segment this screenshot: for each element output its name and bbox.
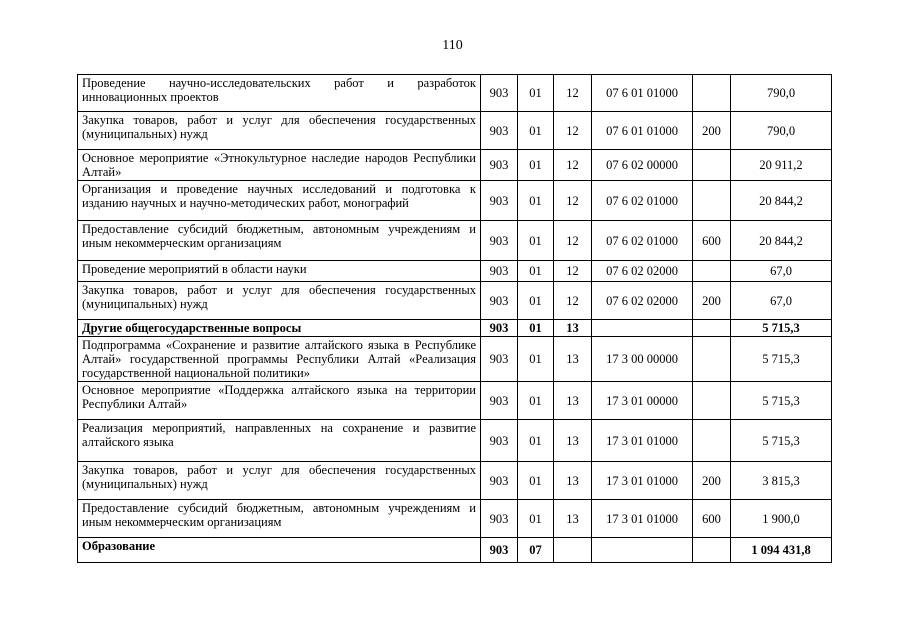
section-code: 01 (518, 261, 554, 282)
amount: 5 715,3 (731, 420, 832, 462)
table-row (78, 538, 832, 563)
expense-type-code (693, 538, 731, 563)
page-number: 110 (442, 38, 463, 53)
amount: 3 815,3 (731, 462, 832, 500)
section-code: 01 (518, 282, 554, 320)
target-article-code (592, 538, 693, 563)
row-description: Проведение мероприятий в области науки (78, 261, 481, 282)
row-description: Другие общегосударственные вопросы (78, 320, 481, 337)
section-code: 01 (518, 420, 554, 462)
table-row (78, 462, 832, 500)
amount: 5 715,3 (731, 382, 832, 420)
subsection-code: 13 (554, 320, 592, 337)
subsection-code: 13 (554, 337, 592, 382)
target-article-code: 17 3 00 00000 (592, 337, 693, 382)
ministry-code: 903 (481, 320, 518, 337)
expense-type-code (693, 337, 731, 382)
expense-type-code: 600 (693, 221, 731, 261)
subsection-code: 13 (554, 462, 592, 500)
table-row (78, 221, 832, 261)
section-code: 01 (518, 500, 554, 538)
ministry-code: 903 (481, 221, 518, 261)
ministry-code: 903 (481, 261, 518, 282)
target-article-code: 07 6 02 00000 (592, 150, 693, 181)
table-row (78, 420, 832, 462)
subsection-code: 13 (554, 420, 592, 462)
amount: 5 715,3 (731, 320, 832, 337)
section-code: 01 (518, 462, 554, 500)
ministry-code: 903 (481, 462, 518, 500)
row-description: Организация и проведение научных исследований и подготовка к изданию научных и научно-методических работ, монографий (78, 181, 481, 221)
ministry-code: 903 (481, 500, 518, 538)
table-row (78, 75, 832, 112)
target-article-code (592, 320, 693, 337)
amount: 20 844,2 (731, 181, 832, 221)
section-code: 01 (518, 181, 554, 221)
expense-type-code (693, 320, 731, 337)
expense-type-code: 200 (693, 462, 731, 500)
table-row (78, 112, 832, 150)
subsection-code: 12 (554, 75, 592, 112)
ministry-code: 903 (481, 337, 518, 382)
table-row (78, 320, 832, 337)
row-description: Подпрограмма «Сохранение и развитие алтайского языка в Республике Алтай» государственной программы Республики Алтай «Реализация государственной национальной политики» (78, 337, 481, 382)
expense-type-code (693, 420, 731, 462)
target-article-code: 17 3 01 01000 (592, 462, 693, 500)
expense-type-code (693, 181, 731, 221)
target-article-code: 17 3 01 01000 (592, 420, 693, 462)
expense-type-code (693, 75, 731, 112)
ministry-code: 903 (481, 112, 518, 150)
amount: 67,0 (731, 282, 832, 320)
expense-type-code: 200 (693, 282, 731, 320)
ministry-code: 903 (481, 75, 518, 112)
section-code: 01 (518, 320, 554, 337)
section-code: 07 (518, 538, 554, 563)
table-row (78, 337, 832, 382)
table-row (78, 181, 832, 221)
amount: 790,0 (731, 112, 832, 150)
ministry-code: 903 (481, 420, 518, 462)
section-code: 01 (518, 337, 554, 382)
subsection-code: 12 (554, 112, 592, 150)
row-description: Основное мероприятие «Поддержка алтайского языка на территории Республики Алтай» (78, 382, 481, 420)
row-description: Закупка товаров, работ и услуг для обеспечения государственных (муниципальных) нужд (78, 112, 481, 150)
row-description: Предоставление субсидий бюджетным, автономным учреждениям и иным некоммерческим организациям (78, 500, 481, 538)
table-row (78, 150, 832, 181)
section-code: 01 (518, 382, 554, 420)
expense-type-code (693, 150, 731, 181)
section-code: 01 (518, 221, 554, 261)
amount: 790,0 (731, 75, 832, 112)
table-row (78, 382, 832, 420)
expense-type-code (693, 261, 731, 282)
ministry-code: 903 (481, 181, 518, 221)
amount: 20 911,2 (731, 150, 832, 181)
subsection-code: 12 (554, 181, 592, 221)
expense-type-code (693, 382, 731, 420)
row-description: Образование (78, 538, 481, 563)
expense-type-code: 600 (693, 500, 731, 538)
amount: 67,0 (731, 261, 832, 282)
expense-type-code: 200 (693, 112, 731, 150)
row-description: Предоставление субсидий бюджетным, автономным учреждениям и иным некоммерческим организациям (78, 221, 481, 261)
subsection-code: 12 (554, 261, 592, 282)
amount: 20 844,2 (731, 221, 832, 261)
subsection-code: 12 (554, 221, 592, 261)
section-code: 01 (518, 75, 554, 112)
table-row (78, 500, 832, 538)
row-description: Основное мероприятие «Этнокультурное наследие народов Республики Алтай» (78, 150, 481, 181)
target-article-code: 07 6 02 01000 (592, 181, 693, 221)
target-article-code: 07 6 01 01000 (592, 112, 693, 150)
subsection-code: 12 (554, 150, 592, 181)
subsection-code: 13 (554, 500, 592, 538)
target-article-code: 17 3 01 00000 (592, 382, 693, 420)
ministry-code: 903 (481, 282, 518, 320)
budget-table (77, 74, 832, 563)
row-description: Закупка товаров, работ и услуг для обеспечения государственных (муниципальных) нужд (78, 282, 481, 320)
row-description: Закупка товаров, работ и услуг для обеспечения государственных (муниципальных) нужд (78, 462, 481, 500)
subsection-code: 12 (554, 282, 592, 320)
amount: 5 715,3 (731, 337, 832, 382)
target-article-code: 07 6 01 01000 (592, 75, 693, 112)
target-article-code: 17 3 01 01000 (592, 500, 693, 538)
table-row (78, 282, 832, 320)
amount: 1 900,0 (731, 500, 832, 538)
section-code: 01 (518, 150, 554, 181)
target-article-code: 07 6 02 02000 (592, 282, 693, 320)
row-description: Проведение научно-исследовательских работ и разработок инновационных проектов (78, 75, 481, 112)
section-code: 01 (518, 112, 554, 150)
subsection-code (554, 538, 592, 563)
subsection-code: 13 (554, 382, 592, 420)
row-description: Реализация мероприятий, направленных на сохранение и развитие алтайского языка (78, 420, 481, 462)
ministry-code: 903 (481, 150, 518, 181)
target-article-code: 07 6 02 02000 (592, 261, 693, 282)
ministry-code: 903 (481, 538, 518, 563)
table-row (78, 261, 832, 282)
ministry-code: 903 (481, 382, 518, 420)
amount: 1 094 431,8 (731, 538, 832, 563)
target-article-code: 07 6 02 01000 (592, 221, 693, 261)
